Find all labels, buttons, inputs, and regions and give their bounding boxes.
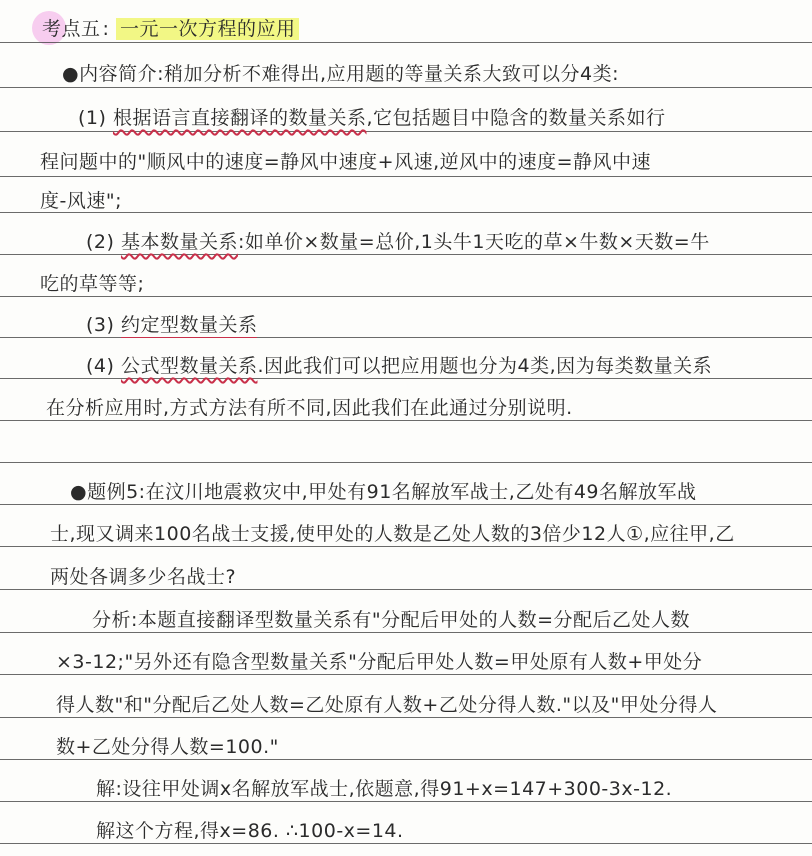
example-line-3: 两处各调多少名战士? [50,566,237,588]
analysis-line-2: ×3-12;"另外还有隐含型数量关系"分配后甲处人数=甲处原有人数+甲处分 [56,651,703,673]
item-1-rest: ,它包括题目中隐含的数量关系如行 [366,107,666,129]
analysis-line-1: 分析:本题直接翻译型数量关系有"分配后甲处的人数=分配后乙处人数 [92,609,691,631]
item-4-rest: .因此我们可以把应用题也分为4类,因为每类数量关系 [257,355,713,377]
ruled-line [0,296,812,297]
item-1-lead: 根据语言直接翻译的数量关系 [112,107,367,129]
ruled-line [0,843,812,844]
item-2-continued: 吃的草等等; [40,273,145,295]
item-1-continued: 程问题中的"顺风中的速度=静风中速度+风速,逆风中的速度=静风中速 [40,151,652,173]
solution-line-1: 解:设往甲处调x名解放军战士,依题意,得91+x=147+300-3x-12. [96,778,673,800]
analysis-line-3: 得人数"和"分配后乙处人数=乙处原有人数+乙处分得人数."以及"甲处分得人 [56,694,718,716]
item-2-number: (2) [86,231,115,253]
title-topic: 一元一次方程的应用 [116,18,300,40]
section-title [40,17,299,41]
ruled-line [0,504,812,505]
item-2-lead: 基本数量关系 [120,231,238,253]
intro-text: ●内容简介:稍加分析不难得出,应用题的等量关系大致可以分4类: [62,63,620,85]
ruled-line [0,462,812,463]
ruled-line [0,546,812,547]
ruled-line [0,176,812,177]
item-4 [86,354,712,378]
ruled-line [0,632,812,633]
solution-line-2: 解这个方程,得x=86. ∴100-x=14. [96,820,404,842]
ruled-line [0,42,812,43]
ruled-line [0,801,812,802]
ruled-line [0,131,812,132]
ruled-line [0,378,812,379]
example-line-2: 士,现又调来100名战士支援,使甲处的人数是乙处人数的3倍少12人①,应往甲,乙 [50,523,735,545]
example-line-1: ●题例5:在汶川地震救灾中,甲处有91名解放军战士,乙处有49名解放军战 [70,481,697,503]
ruled-line [0,87,812,88]
item-1-number: (1) [78,107,107,129]
item-3-number: (3) [86,314,115,336]
item-4-number: (4) [86,355,115,377]
item-3 [86,313,257,337]
item-4-continued: 在分析应用时,方式方法有所不同,因此我们在此通过分别说明. [46,397,573,419]
title-separator: : [102,18,110,40]
ruled-line [0,674,812,675]
analysis-line-4: 数+乙处分得人数=100." [56,736,279,758]
item-3-lead: 约定型数量关系 [120,314,258,336]
item-1-continued: 度-风速"; [40,190,122,212]
ruled-line [0,254,812,255]
item-4-lead: 公式型数量关系 [120,355,258,377]
item-2 [86,230,710,254]
item-1 [78,106,666,130]
ruled-line [0,717,812,718]
item-2-rest: :如单价×数量=总价,1头牛1天吃的草×牛数×天数=牛 [237,231,710,253]
ruled-line [0,589,812,590]
ruled-line [0,420,812,421]
title-key: 考点五 [42,18,101,40]
ruled-line [0,759,812,760]
